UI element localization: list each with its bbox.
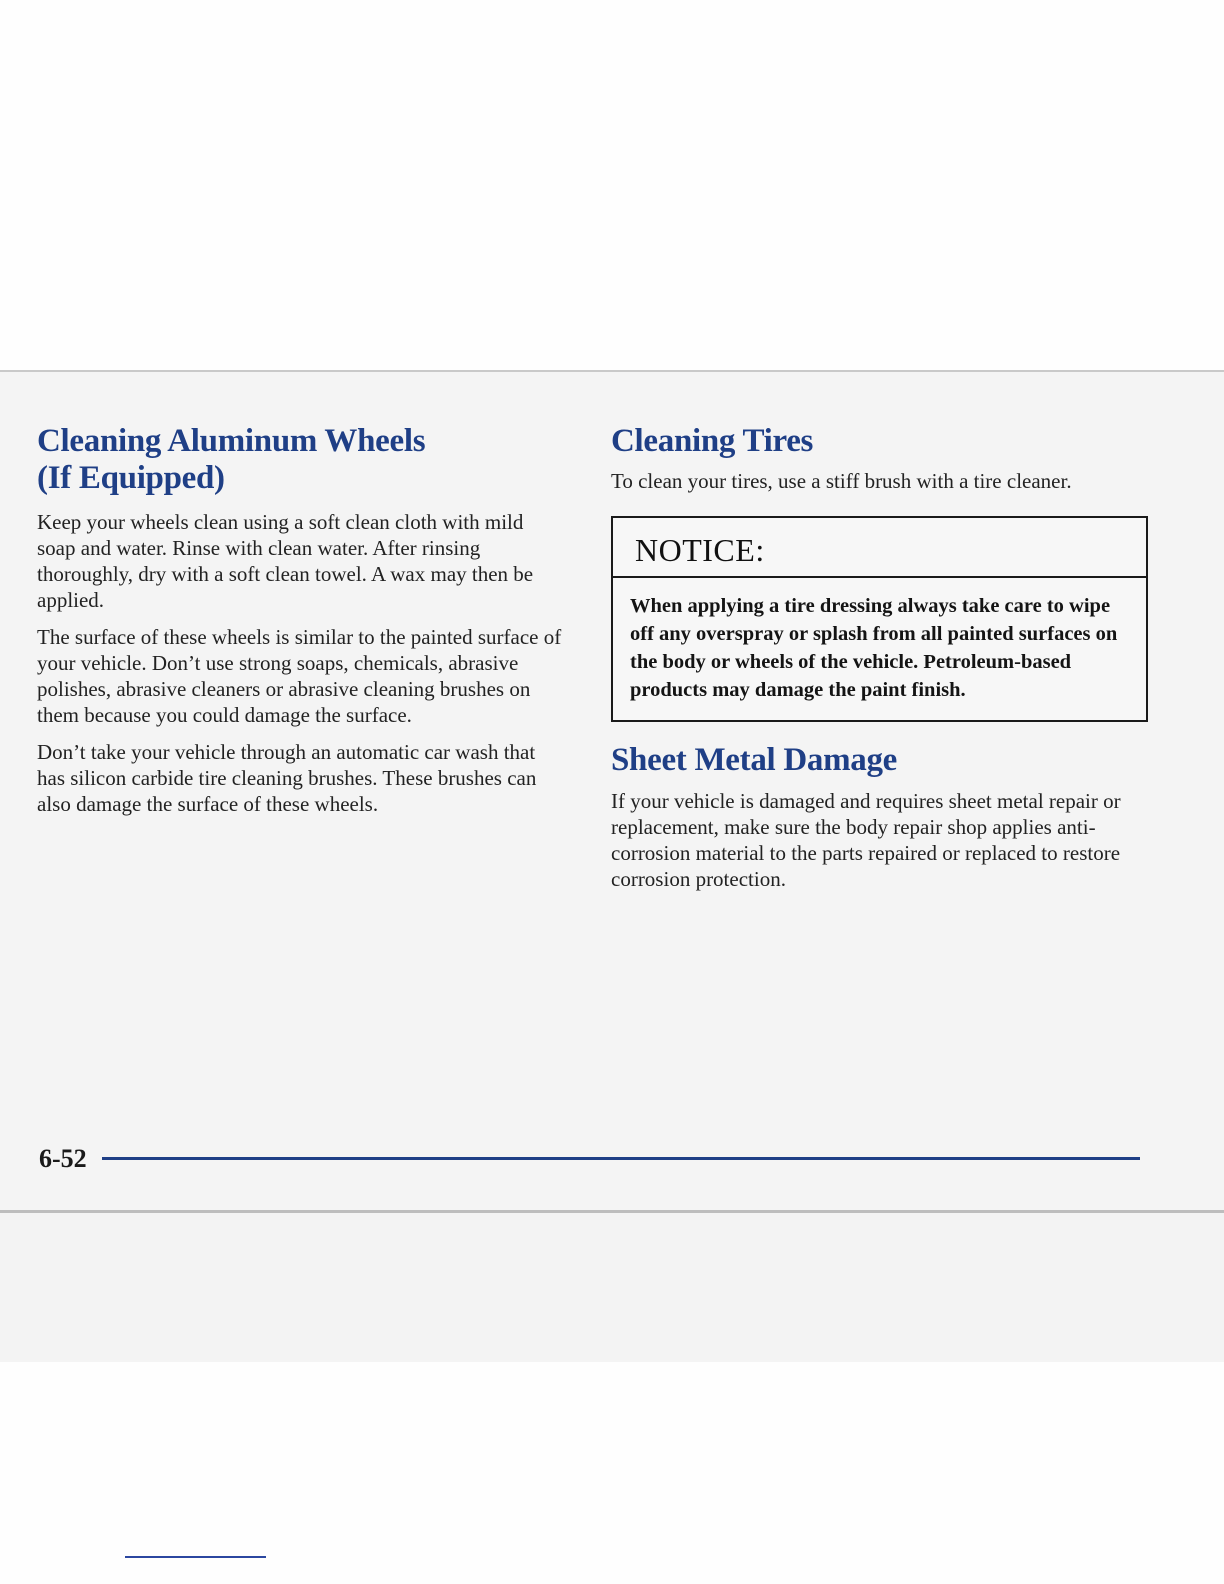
- aluminum-wheels-title-line1: Cleaning Aluminum Wheels: [37, 423, 426, 459]
- notice-box: [611, 516, 1148, 722]
- sheet-metal-title: Sheet Metal Damage: [611, 742, 898, 778]
- page-number: 6-52: [39, 1144, 87, 1173]
- footer-rule: [102, 1157, 1140, 1160]
- left-column: [37, 423, 567, 817]
- notice-heading: NOTICE:: [613, 518, 1146, 578]
- aluminum-wheels-title: [37, 423, 567, 497]
- sheet-metal-text: If your vehicle is damaged and requires sheet metal repair or replacement, make sure the body repair shop applies anti-corrosion material to the parts repaired or replaced to restore corrosion protection.: [611, 789, 1121, 891]
- wheels-paragraph-1: Keep your wheels clean using a soft clean cloth with mild soap and water. Rinse with clean water. After rinsing thoroughly, dry with a soft clean towel. A wax may then be applied.: [37, 510, 534, 612]
- right-column: [611, 423, 1156, 892]
- cleaning-tires-text: To clean your tires, use a stiff brush with a tire cleaner.: [611, 469, 1072, 493]
- page-footer: [39, 1142, 1140, 1176]
- notice-body: When applying a tire dressing always take care to wipe off any overspray or splash from all painted surfaces on the body or wheels of the vehicle. Petroleum-based products may damage the paint finish.: [630, 595, 1118, 701]
- wheels-paragraph-2: The surface of these wheels is similar to the painted surface of your vehicle. Don’t use strong soaps, chemicals, abrasive polishes, abrasive cleaners or abrasive cleaning brushes on them because you could damage the surface.: [37, 625, 562, 727]
- wheels-paragraph-3: Don’t take your vehicle through an automatic car wash that has silicon carbide tire cleaning brushes. These brushes can also damage the surface of these wheels.: [37, 740, 537, 816]
- bottom-underline-mark: [125, 1556, 266, 1558]
- aluminum-wheels-title-line2: (If Equipped): [37, 460, 225, 496]
- cleaning-tires-title: Cleaning Tires: [611, 423, 814, 459]
- scan-lower-margin: [0, 1213, 1224, 1360]
